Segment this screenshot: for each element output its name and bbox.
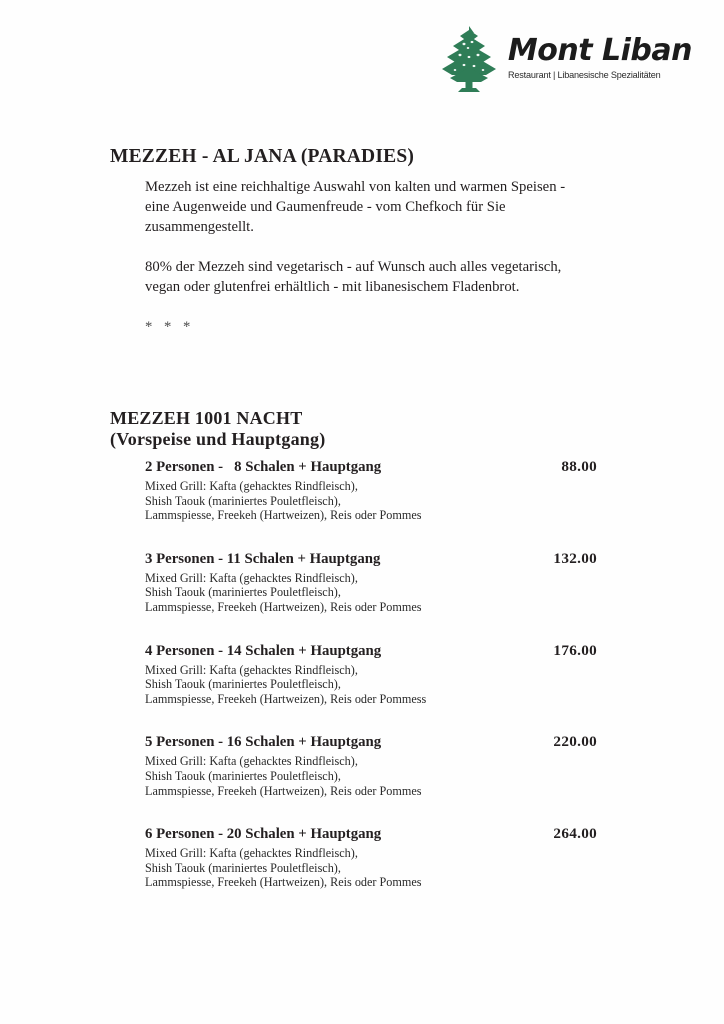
menu-item-name: 6 Personen - 20 Schalen + Hauptgang (145, 826, 382, 843)
menu-item-description-line: Shish Taouk (mariniertes Pouletfleisch), (145, 677, 341, 692)
menu-item-description-line: Lammspiesse, Freekeh (Hartweizen), Reis oder Pommes (145, 508, 422, 523)
menu-item (145, 642, 597, 707)
menu-item-description-line: Lammspiesse, Freekeh (Hartweizen), Reis oder Pommess (145, 691, 427, 706)
menu-item (145, 458, 597, 523)
menu-item-description (145, 663, 597, 707)
section-separator: * * * (145, 319, 195, 335)
menu-item-header (145, 458, 597, 476)
menu-item-description-line: Shish Taouk (mariniertes Pouletfleisch), (145, 585, 341, 600)
menu-item-description-line: Mixed Grill: Kafta (gehacktes Rindfleisch), (145, 754, 358, 769)
menu-item-description-line: Mixed Grill: Kafta (gehacktes Rindfleisch), (145, 846, 358, 861)
menu-item-description (145, 571, 597, 615)
menu-item-price: 132.00 (553, 549, 597, 567)
logo-text-block (508, 24, 692, 81)
menu-item-header (145, 733, 597, 751)
cedar-tree-icon (438, 24, 500, 96)
menu-item (145, 733, 597, 798)
menu-item-name: 4 Personen - 14 Schalen + Hauptgang (145, 642, 382, 659)
intro-paragraph-1: Mezzeh ist eine reichhaltige Auswahl von kalten und warmen Speisen - eine Augenweide und Gaumenfreude - vom Chefkoch für Sie zusammengestellt. (145, 179, 566, 235)
menu-item-description-line: Lammspiesse, Freekeh (Hartweizen), Reis oder Pommes (145, 783, 422, 798)
menu-item-name: 3 Personen - 11 Schalen + Hauptgang (145, 550, 381, 567)
menu-item (145, 825, 597, 890)
page-title: MEZZEH - AL JANA (PARADIES) (110, 146, 415, 168)
menu-item-description (145, 479, 597, 523)
menu-item-price: 88.00 (561, 458, 597, 475)
menu-item-header (145, 825, 597, 843)
menu-item-description-line: Shish Taouk (mariniertes Pouletfleisch), (145, 860, 341, 875)
menu-item-header (145, 550, 597, 568)
section-heading (110, 408, 325, 450)
menu-item-description-line: Mixed Grill: Kafta (gehacktes Rindfleisch), (145, 662, 358, 677)
menu-item-description-line: Lammspiesse, Freekeh (Hartweizen), Reis oder Pommes (145, 875, 422, 890)
menu-item-list (145, 458, 597, 890)
menu-item-price: 264.00 (553, 825, 597, 843)
menu-item-price: 176.00 (553, 641, 597, 659)
menu-item-name: 5 Personen - 16 Schalen + Hauptgang (145, 734, 382, 751)
menu-item-description-line: Shish Taouk (mariniertes Pouletfleisch), (145, 768, 341, 783)
logo-tagline: Restaurant | Libanesische Spezialitäten (507, 70, 661, 81)
menu-item-header (145, 642, 597, 660)
menu-item-description (145, 846, 597, 890)
menu-item-description-line: Lammspiesse, Freekeh (Hartweizen), Reis oder Pommes (145, 599, 422, 614)
menu-item-price: 220.00 (553, 733, 597, 751)
menu-item-description (145, 754, 597, 798)
brand-logo (438, 24, 692, 96)
menu-item (145, 550, 597, 615)
intro-paragraph-2: 80% der Mezzeh sind vegetarisch - auf Wunsch auch alles vegetarisch, vegan oder glutenfrei erhältlich - mit libanesischem Fladenbrot. (145, 259, 562, 295)
logo-wordmark: Mont Liban (507, 33, 692, 68)
menu-item-description-line: Shish Taouk (mariniertes Pouletfleisch), (145, 493, 341, 508)
section-heading-title: MEZZEH 1001 NACHT (110, 407, 303, 428)
menu-item-description-line: Mixed Grill: Kafta (gehacktes Rindfleisch), (145, 570, 358, 585)
menu-item-description-line: Mixed Grill: Kafta (gehacktes Rindfleisch), (145, 479, 358, 493)
intro-block (145, 177, 575, 337)
menu-item-name: 2 Personen - 8 Schalen + Hauptgang (145, 459, 382, 475)
section-heading-subtitle: (Vorspeise und Hauptgang) (110, 428, 326, 449)
